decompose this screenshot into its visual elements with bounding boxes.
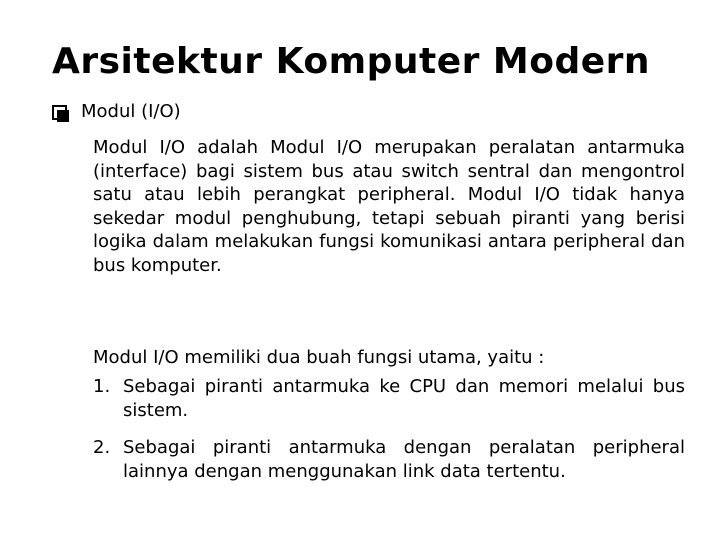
functions-intro: Modul I/O memiliki dua buah fungsi utama, yaitu : xyxy=(93,347,545,368)
list-number: 2. xyxy=(93,437,111,458)
slide-title: Arsitektur Komputer Modern xyxy=(52,41,651,82)
list-item xyxy=(93,375,685,422)
list-number: 1. xyxy=(93,376,111,397)
bullet-item xyxy=(52,99,181,125)
bullet-heading: Modul (I/O) xyxy=(81,101,181,122)
list-text: Sebagai piranti antarmuka ke CPU dan memori melalui bus sistem. xyxy=(123,376,685,421)
square-bullet-icon xyxy=(52,105,67,120)
list-text: Sebagai piranti antarmuka dengan peralatan peripheral lainnya dengan menggunakan link data tertentu. xyxy=(123,437,685,482)
list-item xyxy=(93,436,685,483)
description-paragraph: Modul I/O adalah Modul I/O merupakan peralatan antarmuka (interface) bagi sistem bus atau switch sentral dan mengontrol satu atau lebih perangkat peripheral. Modul I/O tidak hanya sekedar modul penghubung, tetapi sebuah piranti yang berisi logika dalam melakukan fungsi komunikasi antara peripheral dan bus komputer. xyxy=(93,137,685,276)
